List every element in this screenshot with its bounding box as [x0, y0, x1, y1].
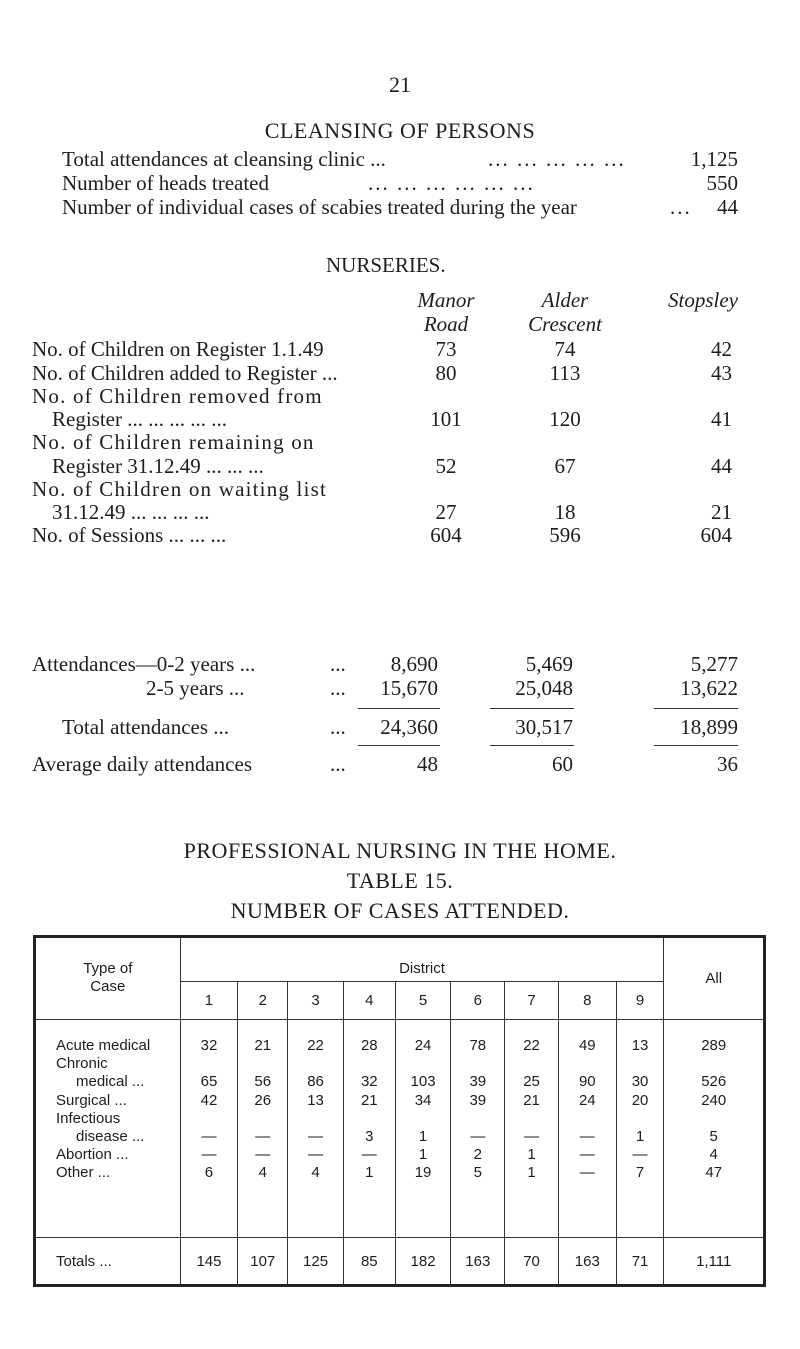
case-value: 32 — [360, 1073, 378, 1091]
nursery-value: 43 — [711, 361, 732, 385]
row-spacer — [559, 1055, 616, 1073]
column-header-manor: Manor — [417, 288, 475, 312]
row-spacer — [451, 1055, 504, 1073]
case-value: 21 — [523, 1091, 540, 1109]
nursery-row-label-2: Register ... ... ... ... ... — [52, 407, 227, 431]
attendance-value: 5,469 — [525, 652, 573, 676]
case-value: 22 — [307, 1037, 324, 1054]
total-value: 163 — [558, 1238, 616, 1286]
district-column — [288, 1020, 344, 1238]
case-value: 240 — [701, 1091, 727, 1109]
attendance-value: 48 — [417, 752, 438, 776]
case-value: 1 — [365, 1164, 374, 1182]
case-value: 42 — [200, 1091, 218, 1109]
case-value: — — [579, 1164, 595, 1182]
case-value: 49 — [578, 1037, 596, 1054]
case-value: — — [470, 1128, 486, 1146]
row-spacer — [559, 1110, 616, 1128]
table-subtitle: NUMBER OF CASES ATTENDED. — [230, 898, 570, 923]
nursery-value: 120 — [549, 407, 581, 431]
attendance-row-leader: ... — [330, 652, 346, 676]
case-label: Chronic — [56, 1055, 108, 1073]
total-value: 163 — [451, 1238, 505, 1286]
row-spacer — [617, 1110, 664, 1128]
district-column — [451, 1020, 505, 1238]
district-column — [395, 1020, 451, 1238]
total-value: 71 — [616, 1238, 664, 1286]
case-value: — — [632, 1146, 648, 1164]
case-value: 19 — [414, 1164, 432, 1182]
nursery-row-label: No. of Children on waiting list — [32, 477, 328, 501]
district-number: 7 — [505, 982, 559, 1020]
divider-line — [654, 745, 738, 746]
row-spacer — [664, 1110, 763, 1128]
totals-row — [35, 1238, 765, 1286]
case-value: — — [255, 1146, 271, 1164]
district-number: 2 — [238, 982, 288, 1020]
case-value: 1 — [418, 1146, 428, 1164]
row-spacer — [181, 1110, 238, 1128]
case-value: 47 — [705, 1164, 723, 1182]
total-value: 85 — [343, 1238, 395, 1286]
nursery-value: 113 — [549, 361, 581, 385]
attendance-value: 5,277 — [690, 652, 738, 676]
district-column — [343, 1020, 395, 1238]
case-value: 6 — [204, 1164, 214, 1182]
nursery-value: 21 — [711, 500, 732, 524]
case-value: 526 — [701, 1073, 727, 1091]
nursery-value: 42 — [711, 337, 732, 361]
row-spacer — [396, 1110, 451, 1128]
case-value: 21 — [254, 1037, 272, 1054]
case-value: 289 — [701, 1037, 727, 1054]
nursery-value: 18 — [554, 500, 576, 524]
total-value: 182 — [395, 1238, 451, 1286]
case-label: Abortion ... — [56, 1146, 129, 1164]
district-number: 5 — [395, 982, 451, 1020]
nursery-row-label: No. of Children added to Register ... — [32, 361, 338, 385]
attendance-value: 18,899 — [680, 715, 738, 739]
attendance-value: 36 — [717, 752, 738, 776]
divider-line — [654, 708, 738, 709]
divider-line — [358, 745, 440, 746]
attendance-row-label: Average daily attendances — [32, 752, 252, 776]
row-spacer — [181, 1055, 238, 1073]
column-header-alder-2: Crescent — [528, 312, 602, 336]
nursery-row-label-2: Register 31.12.49 ... ... ... — [52, 454, 264, 478]
district-number: 3 — [288, 982, 344, 1020]
case-value: 1 — [418, 1128, 428, 1146]
attendance-row-leader: ... — [330, 676, 346, 700]
attendance-value: 30,517 — [515, 715, 573, 739]
case-value: 4 — [709, 1146, 718, 1164]
nursery-value: 27 — [435, 500, 457, 524]
type-header-line2: Case — [90, 978, 126, 995]
nursery-value: 74 — [554, 337, 576, 361]
total-value: 70 — [505, 1238, 559, 1286]
nursery-value: 52 — [435, 454, 457, 478]
nursery-value: 67 — [554, 454, 576, 478]
nursery-value: 604 — [430, 523, 462, 547]
nursery-value: 596 — [549, 523, 581, 547]
case-label: Acute medical — [56, 1037, 151, 1054]
row-spacer — [396, 1055, 451, 1073]
district-number: 4 — [343, 982, 395, 1020]
case-label: Infectious — [56, 1109, 121, 1127]
district-number: 9 — [616, 982, 664, 1020]
case-value: 103 — [410, 1073, 436, 1091]
nursery-row-label: No. of Sessions ... ... ... — [32, 523, 227, 547]
case-value: 90 — [578, 1073, 596, 1091]
district-column — [505, 1020, 559, 1238]
cleansing-row-label: Number of individual cases of scabies treated during the year — [62, 195, 577, 219]
cleansing-row-value: 1,125 — [690, 147, 738, 171]
cleansing-row-label: Total attendances at cleansing clinic ... — [62, 147, 386, 171]
attendance-row-leader: ... — [330, 715, 346, 739]
case-value: — — [308, 1146, 324, 1164]
case-value: — — [201, 1146, 217, 1164]
column-header-manor-2: Road — [423, 312, 469, 336]
nurseries-title: NURSERIES. — [326, 253, 446, 277]
case-value: 24 — [578, 1091, 596, 1109]
column-header-stopsley: Stopsley — [668, 288, 738, 312]
case-value: 1 — [635, 1128, 645, 1146]
row-spacer — [505, 1055, 558, 1073]
attendance-value: 60 — [552, 752, 573, 776]
attendance-value: 13,622 — [680, 676, 738, 700]
nursery-row-label: No. of Children removed from — [32, 384, 323, 408]
case-label-2: disease ... — [76, 1128, 145, 1146]
district-number: 8 — [558, 982, 616, 1020]
cleansing-row-leader: ... — [670, 195, 692, 219]
nursery-value: 101 — [430, 407, 462, 431]
cleansing-row-value: 44 — [717, 195, 738, 219]
page-number: 21 — [389, 72, 411, 97]
district-header: District — [180, 937, 664, 982]
divider-line — [490, 708, 574, 709]
cleansing-row-value: 550 — [706, 171, 738, 195]
attendance-value: 15,670 — [380, 676, 438, 700]
column-header-alder: Alder — [541, 288, 589, 312]
case-value: 5 — [473, 1164, 482, 1182]
attendance-row-label: 2-5 years ... — [146, 676, 245, 700]
divider-line — [490, 745, 574, 746]
attendance-value: 25,048 — [515, 676, 573, 700]
attendance-row-leader: ... — [330, 752, 346, 776]
case-value: — — [579, 1128, 595, 1146]
nursery-value: 604 — [700, 523, 732, 547]
row-spacer — [451, 1110, 504, 1128]
total-value: 125 — [288, 1238, 344, 1286]
nursery-row-label-2: 31.12.49 ... ... ... ... — [52, 500, 210, 524]
case-value: — — [361, 1146, 377, 1164]
case-value: — — [579, 1146, 595, 1164]
case-value: 32 — [200, 1037, 218, 1054]
total-value: 1,111 — [664, 1238, 765, 1286]
district-column — [616, 1020, 664, 1238]
row-spacer — [617, 1055, 664, 1073]
nursery-value: 73 — [435, 337, 457, 361]
district-column — [180, 1020, 238, 1238]
attendance-row-label: Attendances—0-2 years ... — [32, 652, 256, 676]
cleansing-row-leader: ... ... ... ... ... — [488, 147, 626, 171]
nursery-value: 41 — [711, 407, 732, 431]
case-label-2: medical ... — [76, 1073, 145, 1091]
case-value: 2 — [473, 1146, 482, 1164]
table-body-row — [35, 1020, 765, 1238]
case-value: — — [308, 1128, 324, 1146]
all-header: All — [664, 937, 765, 1020]
cleansing-row-label: Number of heads treated — [62, 171, 269, 195]
nursery-value: 80 — [435, 361, 457, 385]
case-value: 25 — [523, 1073, 540, 1091]
case-label: Other ... — [56, 1164, 111, 1182]
district-column — [238, 1020, 288, 1238]
case-value: 1 — [527, 1164, 536, 1182]
case-value: 24 — [414, 1037, 432, 1054]
type-of-case-header — [35, 937, 181, 1020]
case-value: 28 — [360, 1037, 378, 1054]
row-spacer — [664, 1055, 763, 1073]
nursery-row-label: No. of Children on Register 1.1.49 — [32, 337, 324, 361]
row-spacer — [238, 1110, 287, 1128]
case-value: 7 — [635, 1164, 645, 1182]
case-value: 30 — [631, 1073, 649, 1091]
case-value: 4 — [311, 1164, 320, 1182]
total-value: 145 — [180, 1238, 238, 1286]
divider-line — [358, 708, 440, 709]
attendance-value: 24,360 — [380, 715, 438, 739]
case-value: 34 — [414, 1091, 432, 1109]
row-spacer — [288, 1110, 343, 1128]
case-type-column — [35, 1020, 181, 1238]
case-value: 13 — [631, 1037, 649, 1054]
case-label: Surgical ... — [56, 1091, 127, 1109]
case-value: 39 — [469, 1073, 487, 1091]
row-spacer — [344, 1110, 395, 1128]
district-number: 6 — [451, 982, 505, 1020]
case-value: 86 — [307, 1073, 324, 1091]
type-header-line1: Type of — [83, 960, 133, 977]
total-value: 107 — [238, 1238, 288, 1286]
district-number: 1 — [180, 982, 238, 1020]
cleansing-title: CLEANSING OF PERSONS — [264, 118, 536, 143]
all-column — [664, 1020, 765, 1238]
case-value: 22 — [523, 1037, 540, 1054]
case-value: 3 — [365, 1128, 374, 1146]
case-value: 65 — [200, 1073, 218, 1091]
case-value: 1 — [527, 1146, 536, 1164]
case-value: — — [255, 1128, 271, 1146]
case-value: 78 — [469, 1037, 487, 1054]
case-value: 56 — [254, 1073, 272, 1091]
row-spacer — [238, 1055, 287, 1073]
cases-table — [33, 935, 766, 1287]
case-value: 4 — [258, 1164, 267, 1182]
row-spacer — [505, 1110, 558, 1128]
case-value: 20 — [631, 1091, 649, 1109]
nursery-value: 44 — [711, 454, 732, 478]
district-column — [558, 1020, 616, 1238]
row-spacer — [344, 1055, 395, 1073]
attendance-row-label: Total attendances ... — [62, 715, 230, 739]
case-value: — — [201, 1128, 217, 1146]
case-value: 13 — [307, 1091, 324, 1109]
case-value: 39 — [469, 1091, 487, 1109]
totals-label: Totals ... — [56, 1252, 112, 1270]
case-value: 26 — [254, 1091, 272, 1109]
table-label: TABLE 15. — [346, 868, 454, 893]
case-value: 21 — [360, 1091, 378, 1109]
cleansing-row-leader: ... ... ... ... ... ... — [368, 171, 535, 195]
case-value: — — [524, 1128, 540, 1146]
nursery-row-label: No. of Children remaining on — [32, 430, 315, 454]
row-spacer — [288, 1055, 343, 1073]
attendance-value: 8,690 — [390, 652, 438, 676]
case-value: 5 — [709, 1128, 718, 1146]
professional-title: PROFESSIONAL NURSING IN THE HOME. — [183, 838, 617, 863]
